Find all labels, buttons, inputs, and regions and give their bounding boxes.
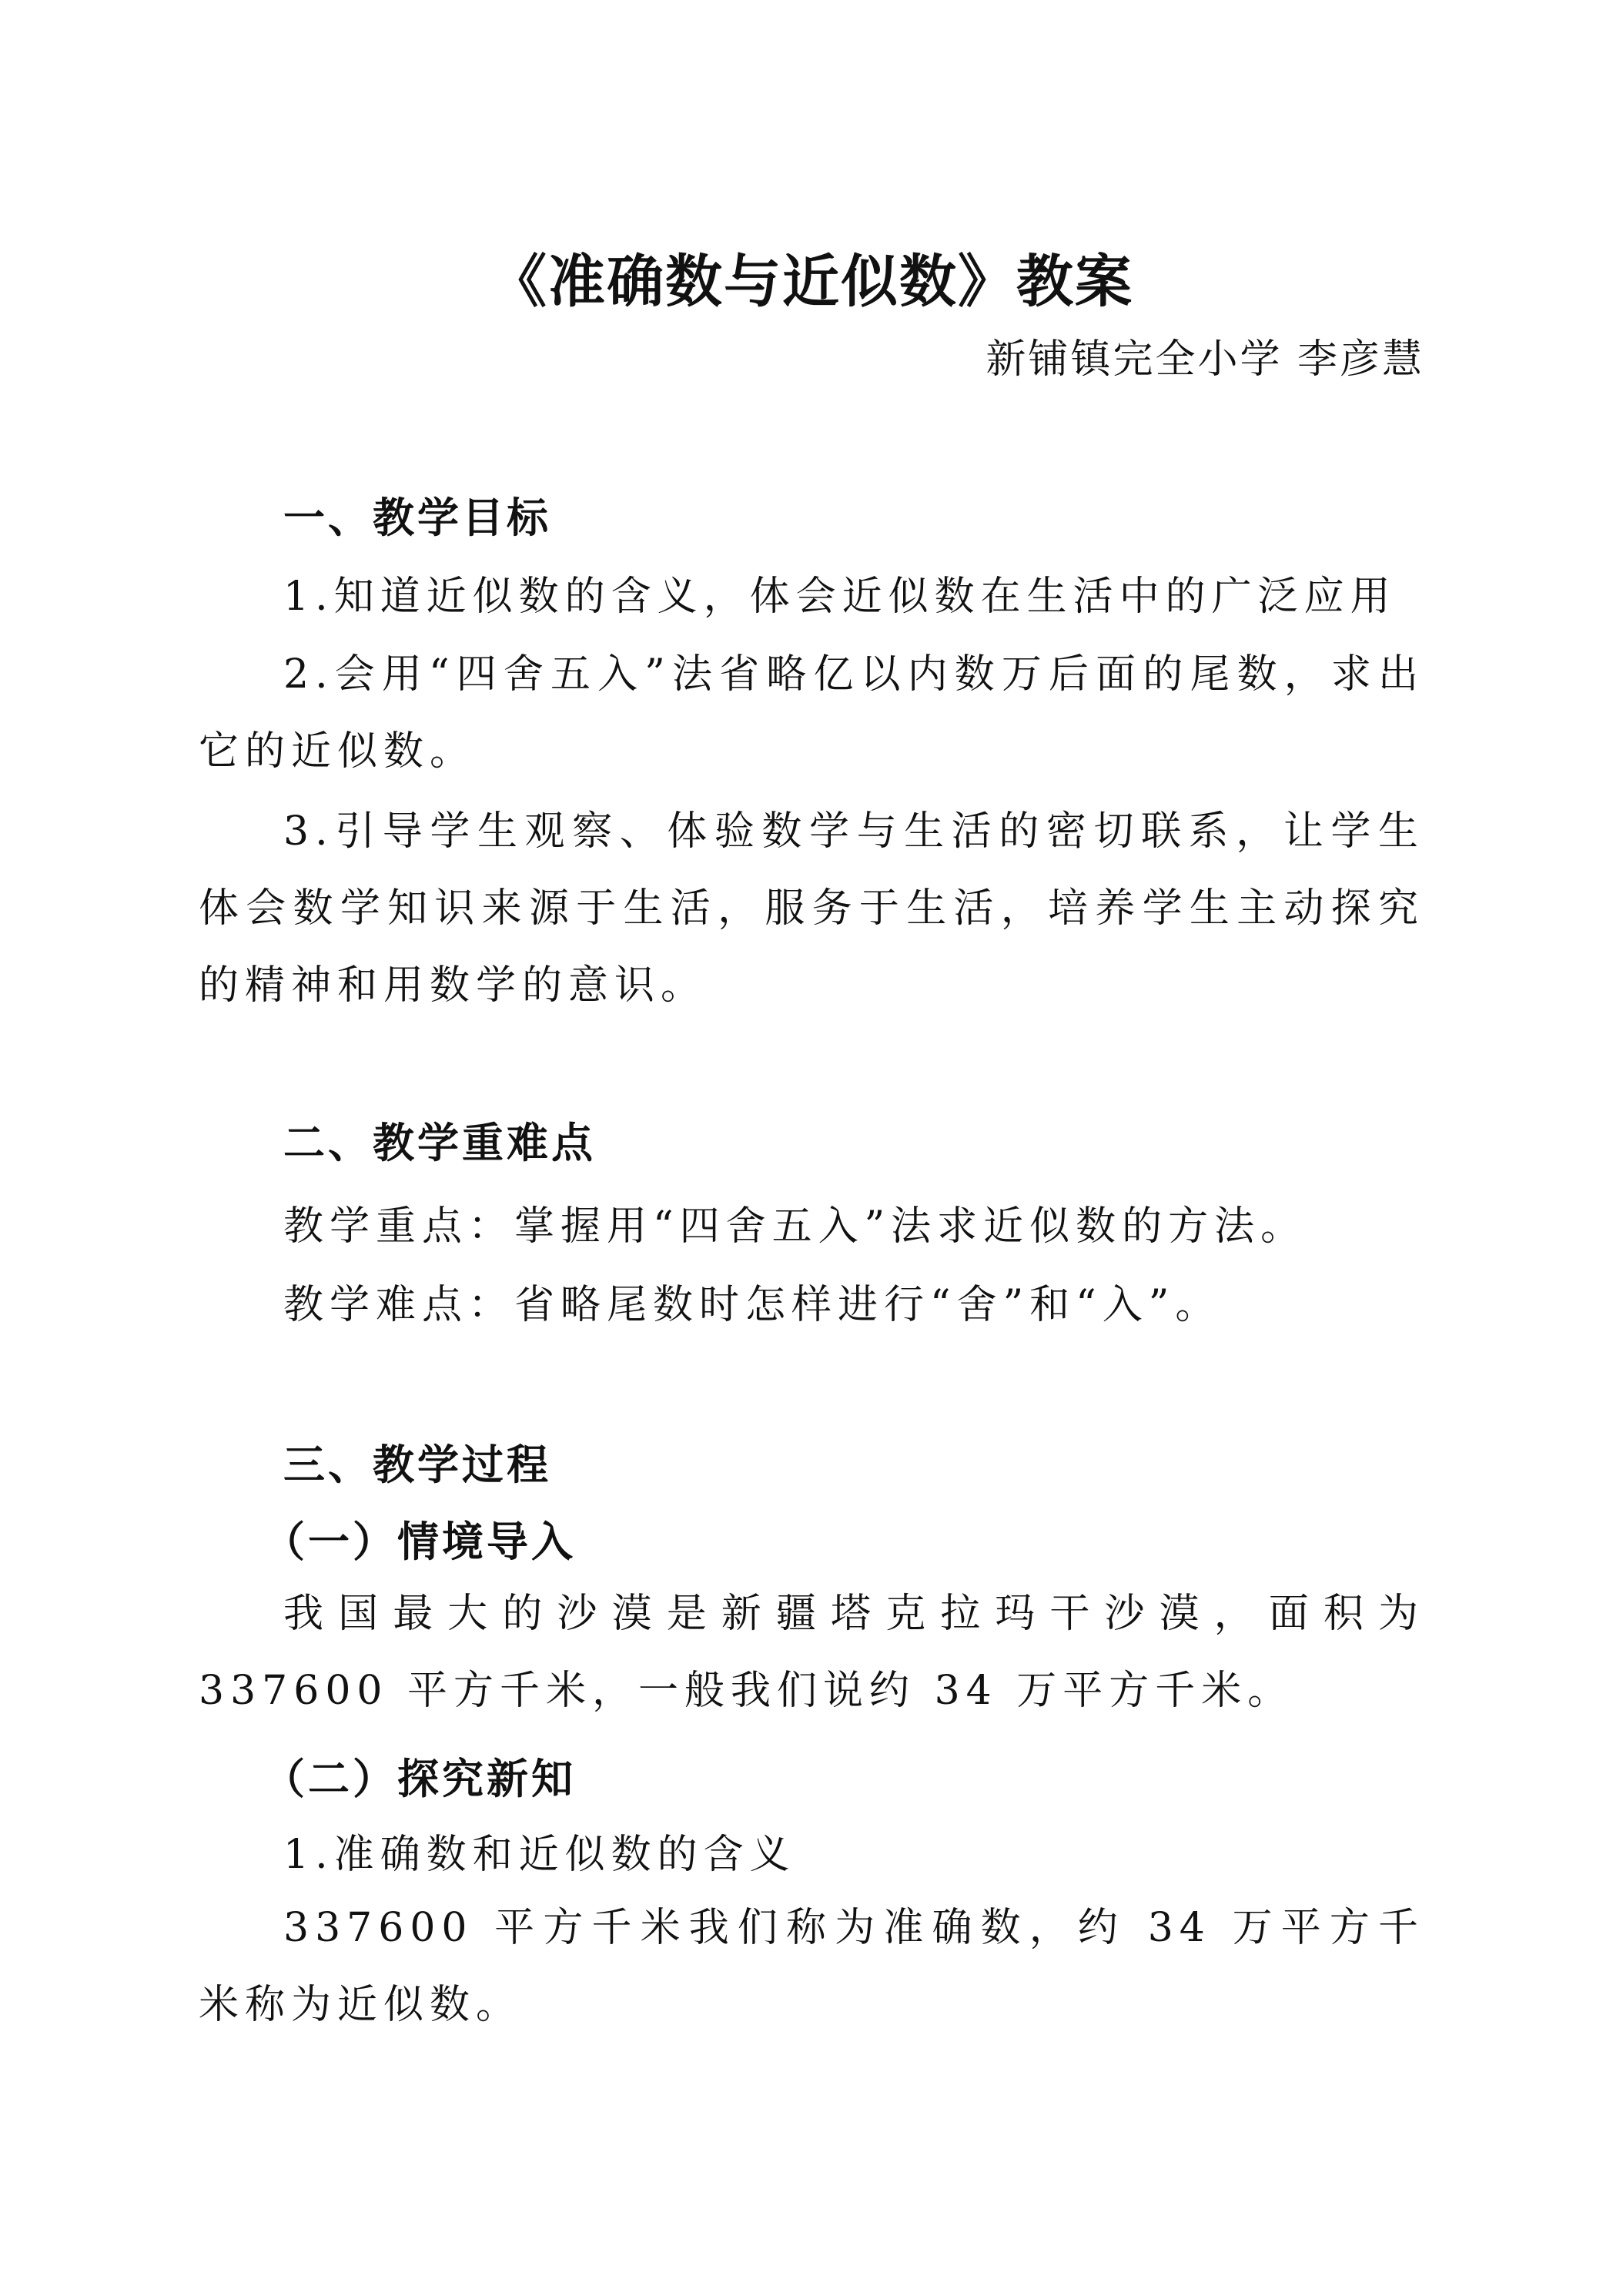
explore-paragraph: 337600 平方千米我们称为准确数，约 34 万平方千米称为近似数。: [199, 1905, 1424, 2028]
teaching-focus: 教学重点：掌握用“四舍五入”法求近似数的方法。: [283, 1203, 1307, 1250]
objective-item-2: 2.会用“四舍五入”法省略亿以内数万后面的尾数，求出它的近似数。: [199, 651, 1424, 775]
author-line: 新铺镇完全小学 李彦慧: [986, 336, 1424, 383]
objective-item-3: 3.引导学生观察、体验数学与生活的密切联系，让学生体会数学知识来源于生活，服务于生活，培养学生主动探究的精神和用数学的意识。: [199, 808, 1424, 1009]
section-heading-key-points: 二、教学重难点: [283, 1119, 596, 1167]
section-heading-objectives: 一、教学目标: [283, 494, 551, 542]
document-title: 《准确数与近似数》教案: [490, 249, 1133, 315]
intro-paragraph: 我国最大的沙漠是新疆塔克拉玛干沙漠，面积为 337600 平方千米，一般我们说约 34 万平方千米。: [199, 1591, 1424, 1714]
subsection-heading-explore: （二）探究新知: [263, 1755, 576, 1803]
explore-item-1: 1.准确数和近似数的含义: [283, 1832, 796, 1878]
objective-item-1: 1.知道近似数的含义，体会近似数在生活中的广泛应用: [283, 574, 1397, 620]
section-heading-process: 三、教学过程: [283, 1441, 551, 1489]
subsection-heading-intro: （一）情境导入: [263, 1518, 576, 1566]
teaching-difficulty: 教学难点：省略尾数时怎样进行“舍”和“入”。: [283, 1282, 1222, 1328]
